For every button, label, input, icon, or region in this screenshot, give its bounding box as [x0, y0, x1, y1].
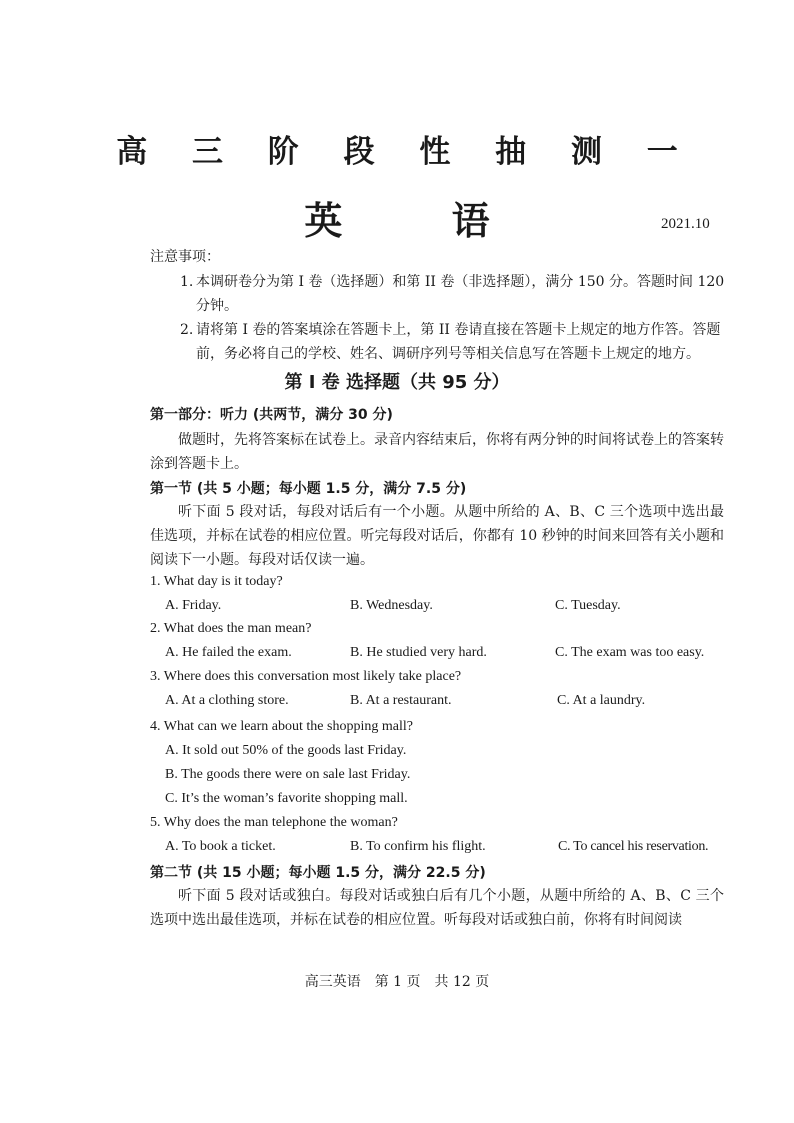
q3-option-c: C. At a laundry. — [557, 693, 646, 708]
subject-title: 英 语 — [304, 199, 538, 243]
sec1-instruction: 听下面 5 段对话，每段对话后有一个小题。从题中所给的 A、B、C 三个选项中选出最佳选项，并标在试卷的相应位置。听完每段对话后，你都有 10 秒钟的时间来回答有关小题和阅读下一小题。每段对话仅读一遍。 — [150, 504, 724, 568]
exam-date: 2021.10 — [661, 216, 710, 232]
exam-title: 高 三 阶 段 性 抽 测 一 — [116, 134, 695, 170]
sec2-instruction: 听下面 5 段对话或独白。每段对话或独白后有几个小题，从题中所给的 A、B、C 三个选项中选出最佳选项，并标在试卷的相应位置。听每段对话或独白前，你将有时间阅读 — [150, 888, 724, 928]
sec1-title: 第一节 (共 5 小题；每小题 1.5 分，满分 7.5 分) — [150, 481, 467, 497]
question-1: 1. What day is it today? — [150, 574, 283, 589]
q4-option-c: C. It’s the woman’s favorite shopping mall. — [165, 791, 408, 806]
q5-option-a: A. To book a ticket. — [165, 839, 276, 854]
q5-option-c: C. To cancel his reservation. — [558, 839, 709, 854]
question-5: 5. Why does the man telephone the woman? — [150, 815, 398, 830]
q2-option-b: B. He studied very hard. — [350, 645, 487, 660]
q1-option-b: B. Wednesday. — [350, 598, 433, 613]
notice-item-2 — [180, 318, 725, 366]
notice-item-text: 本调研卷分为第 I 卷（选择题）和第 II 卷（非选择题），满分 150 分。答题时间 120 分钟。 — [196, 274, 725, 314]
question-4: 4. What can we learn about the shopping mall? — [150, 719, 413, 734]
question-3: 3. Where does this conversation most likely take place? — [150, 669, 462, 684]
part1-title: 第一部分：听力 (共两节，满分 30 分) — [150, 407, 393, 423]
page-footer: 高三英语 第 1 页 共 12 页 — [304, 974, 490, 990]
q2-option-c: C. The exam was too easy. — [555, 645, 705, 660]
q3-option-a: A. At a clothing store. — [165, 693, 289, 708]
q4-option-b: B. The goods there were on sale last Friday. — [165, 767, 411, 782]
sec2-title: 第二节 (共 15 小题；每小题 1.5 分，满分 22.5 分) — [150, 865, 486, 881]
q5-option-b: B. To confirm his flight. — [350, 839, 486, 854]
q4-option-a: A. It sold out 50% of the goods last Friday. — [165, 743, 407, 758]
notice-item-number: 1. — [180, 274, 194, 290]
question-2: 2. What does the man mean? — [150, 621, 312, 636]
q3-option-b: B. At a restaurant. — [350, 693, 452, 708]
q2-option-a: A. He failed the exam. — [165, 645, 292, 660]
notice-item-text: 请将第 I 卷的答案填涂在答题卡上，第 II 卷请直接在答题卡上规定的地方作答。答题前，务必将自己的学校、姓名、调研序列号等相关信息写在答题卡上规定的地方。 — [196, 322, 721, 362]
notice-item-1 — [180, 270, 725, 318]
notice-heading: 注意事项： — [150, 249, 220, 265]
notice-item-number: 2. — [180, 322, 194, 338]
part1-instruction: 做题时，先将答案标在试卷上。录音内容结束后，你将有两分钟的时间将试卷上的答案转涂到答题卡上。 — [150, 432, 724, 472]
q1-option-a: A. Friday. — [165, 598, 222, 613]
section-title: 第 I 卷 选择题（共 95 分） — [284, 372, 510, 393]
q1-option-c: C. Tuesday. — [555, 598, 621, 613]
